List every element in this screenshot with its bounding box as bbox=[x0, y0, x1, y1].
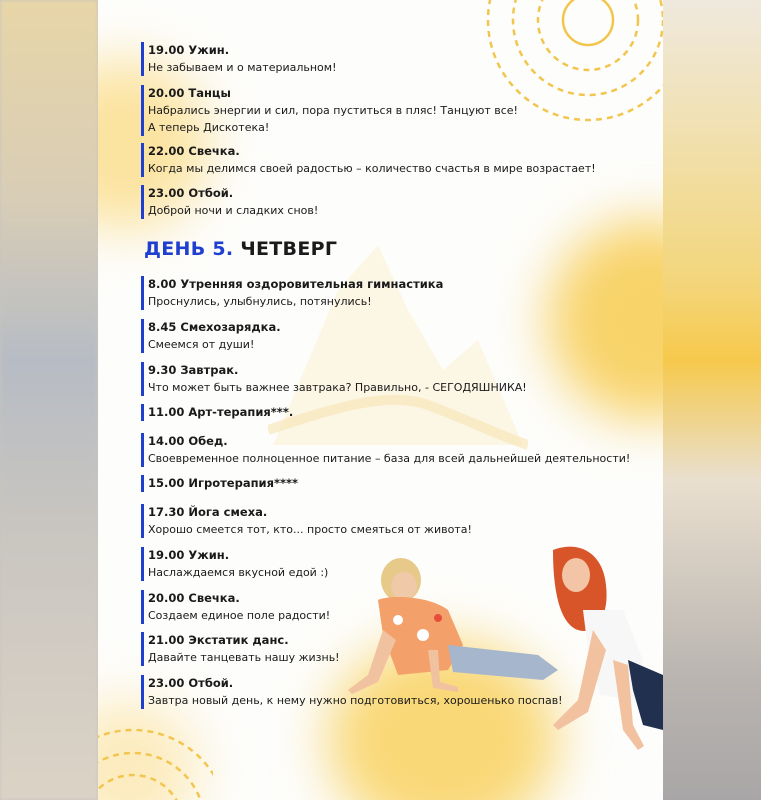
schedule-item-candle-d4: 22.00 Свечка. Когда мы делимся своей радостью – количество счастья в мире возрастает! bbox=[141, 143, 596, 177]
dashed-circles-decoration-bottom bbox=[98, 705, 213, 800]
day-heading: ДЕНЬ 5. ЧЕТВЕРГ bbox=[144, 238, 338, 260]
schedule-item-art-therapy: 11.00 Арт-терапия***. bbox=[141, 404, 293, 421]
background-blur-right bbox=[663, 0, 761, 800]
schedule-item-lunch: 14.00 Обед. Своевременное полноценное питание – база для всей дальнейшей деятельности! bbox=[141, 433, 630, 467]
schedule-item-lights-out-d4: 23.00 Отбой. Доброй ночи и сладких снов! bbox=[141, 185, 318, 219]
woman-left-figure bbox=[348, 558, 558, 694]
schedule-item-dance-d4: 20.00 Танцы Набрались энергии и сил, пора пуститься в пляс! Танцуют все! А теперь Дискотека! bbox=[141, 85, 518, 136]
schedule-item-dinner-d4: 19.00 Ужин. Не забываем и о материальном! bbox=[141, 42, 336, 76]
woman-right-figure bbox=[553, 547, 663, 750]
yellow-blob-right bbox=[548, 220, 663, 420]
schedule-item-laughter-yoga: 17.30 Йога смеха. Хорошо смеется тот, кто... просто смеяться от живота! bbox=[141, 504, 472, 538]
schedule-item-game-therapy: 15.00 Игротерапия**** bbox=[141, 475, 298, 492]
schedule-item-laugh-exercise: 8.45 Смехозарядка. Смеемся от души! bbox=[141, 319, 281, 353]
schedule-item-gymnastics: 8.00 Утренняя оздоровительная гимнастика Проснулись, улыбнулись, потянулись! bbox=[141, 276, 443, 310]
schedule-item-ecstatic-dance: 21.00 Экстатик данс. Давайте танцевать нашу жизнь! bbox=[141, 632, 340, 666]
schedule-item-breakfast: 9.30 Завтрак. Что может быть важнее завтрака? Правильно, - СЕГОДЯШНИКА! bbox=[141, 362, 527, 396]
schedule-item-dinner: 19.00 Ужин. Наслаждаемся вкусной едой :) bbox=[141, 547, 328, 581]
schedule-item-candle: 20.00 Свечка. Создаем единое поле радости! bbox=[141, 590, 330, 624]
schedule-item-lights-out: 23.00 Отбой. Завтра новый день, к нему нужно подготовиться, хорошенько поспав! bbox=[141, 675, 563, 709]
yoga-photo-women bbox=[338, 540, 663, 760]
schedule-page bbox=[98, 0, 663, 800]
background-blur-left bbox=[0, 0, 98, 800]
